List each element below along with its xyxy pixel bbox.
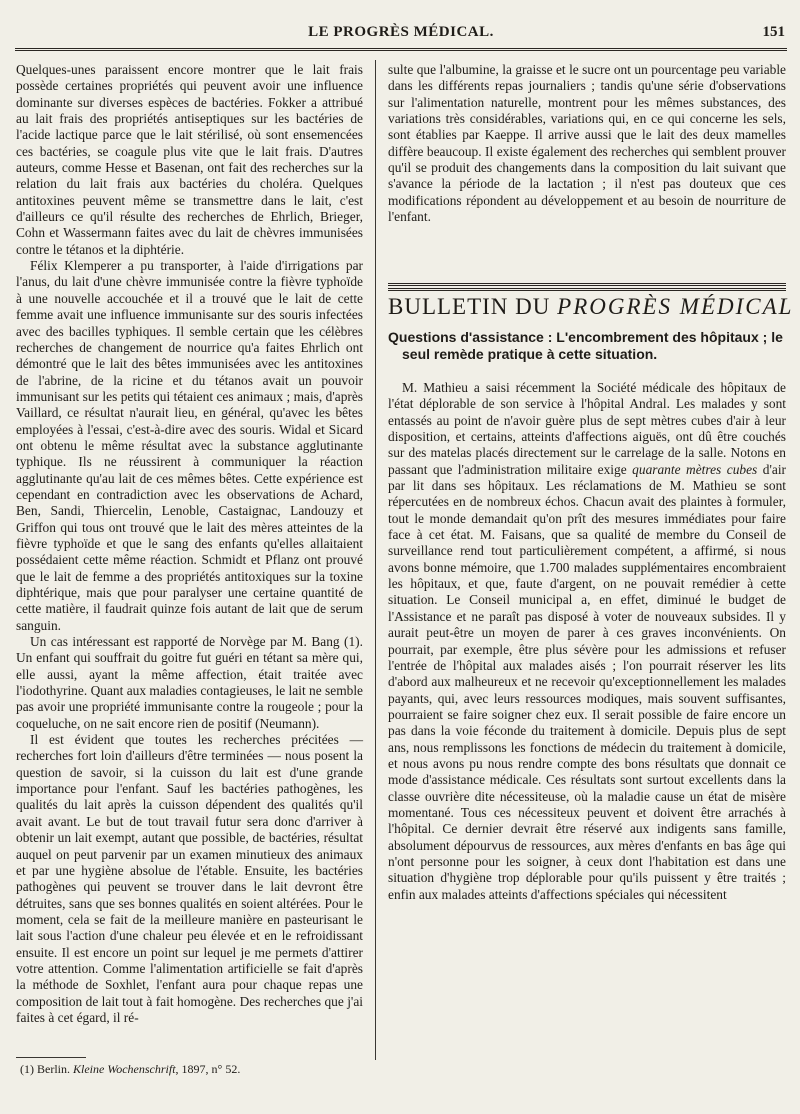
left-paragraph-1: Quelques-unes paraissent encore montrer que le lait frais possède certaines propriétés qui peuvent avoir une influence dominante sur diverses espèces de bactéries. Fokker a attribué au lait frais des propriétés antiseptiques sur les bactéries de l'acide lactique parce que le lait stérilisé, où sont ensemencées ces bactéries, se coagule plus vite que le lait frais. D'autres auteurs, comme Hesse et Basenan, ont fait des recherches sur la relation du lait frais aux bactéries du choléra. Quelques antitoxines peuvent même se transmettre dans le lait, c'est d'ailleurs ce qu'il résulte des recherches de Ehrlich, Brieger, Cohn et Wassermann faites avec du lait de chèvres immunisées contre le tétanos et la diphtérie. bbox=[16, 62, 363, 257]
left-column bbox=[16, 62, 363, 1026]
footnote-city: Berlin. bbox=[37, 1062, 70, 1076]
left-paragraph-3: Un cas intéressant est rapporté de Norvège par M. Bang (1). Un enfant qui souffrait du goitre fut guéri en tétant sa mère qui, elle aussi, ayant la même affection, était traitée avec l'iodothyrine. Quant aux maladies contagieuses, le lait ne semble pas avoir une propriété immunisante contre la rougeole ; pour la coqueluche, on ne sait encore rien de positif (Neumann). bbox=[16, 634, 363, 731]
article-emphasis: quarante mètres cubes bbox=[632, 461, 758, 477]
section-rule-lower bbox=[388, 288, 786, 291]
running-title: LE PROGRÈS MÉDICAL. bbox=[308, 24, 494, 40]
article-text-part-2: d'air par lit dans ses hôpitaux. Les réclamations de M. Mathieu se sont répercutées en de nombreux échos. Chacun avait des plaintes à formuler, tout le monde demandait qu'on prît des mesures immédiates pour faire face à cet état. M. Faisans, que sa qualité de membre du Conseil de surveillance rend tout particulièrement compétent, a affirmé, si nous avons bonne mémoire, que 1.700 malades supplémentaires encombraient les hôpitaux, et que, faute d'argent, on ne pouvait remédier à cette situation. Le Conseil municipal a, en effet, diminué le budget de l'Assistance et ne paraît pas disposé à voter de nouveaux subsides. Il y aurait peut-être un moyen de parer à ces graves inconvénients. On pourrait, par exemple, être plus sévère pour les admissions et refuser l'entrée de l'hôpital aux malades aisés ; l'on pourrait réserver les lits d'abord aux malheureux et ne recevoir qu'exceptionnellement les malades payants, qui, avec leurs ressources modiques, mais souvent suffisantes, pourraient se faire soigner chez eux. Il serait possible de faire encore un pas dans la voie féconde du traitement à domicile. Depuis plus de sept ans, nous remplissons les fonctions de médecin du traitement à domicile, et nous avons pu nous rendre compte des bons résultats que donnait ce mode d'assistance médicale. Ces résultats sont surtout excellents dans la classe ouvrière dite nécessiteuse, où la maladie cause un état de misère momentané. Tous ces nécessiteux peuvent et doivent être arrachés à l'hôpital. Ce dernier devrait être réservé aux indigents sans famille, absolument dépourvus de ressources, aux mères d'enfants en bas âge qui n'ont personne pour les soigner, à ceux dont l'habitation est dans une situation d'hygiène trop déplorable pour qu'ils puissent y être traités ; enfin aux malades atteints d'affections spéciales qui nécessitent bbox=[388, 461, 786, 902]
article-text-part-1: M. Mathieu a saisi récemment la Société médicale des hôpitaux de l'état déplorable de son service à l'hôpital Andral. Les malades y sont entassés au point de n'avoir guère plus de sept mètres cubes d'air à leur disposition, et certains, atteints d'affections aiguës, ont dû être couchés sur des matelas placés directement sur le carrelage de la salle. Notons en passant que l'administration militaire exige bbox=[388, 380, 786, 477]
page-header bbox=[15, 24, 787, 46]
footnote-marker: (1) bbox=[20, 1062, 34, 1076]
header-rule bbox=[15, 48, 787, 51]
footnote-rule bbox=[16, 1057, 86, 1058]
bulletin-prefix: BULLETIN DU bbox=[388, 294, 558, 319]
footnote bbox=[20, 1062, 365, 1076]
left-paragraph-2: Félix Klemperer a pu transporter, à l'aide d'irrigations par l'anus, du lait d'une chèvre immunisée contre la fièvre typhoïde à une nouvelle accouchée et il a trouvé que le lait de cette femme avait une influence immunisante sur des souris infectées avec des bacilles typhiques. Il semble certain que les célèbres recherches de changement de nourrice qu'a faites Ehrlich ont démontré que le lait des bêtes immunisées avec les antitoxines de l'abrine, de la ricine et du tétanos avait un pouvoir immunisant sur les petits qui tétaient ces animaux ; mais, d'après Vaillard, ce résultat n'aurait lieu, en général, qu'avec les bêtes employées à l'essai, c'est-à-dire avec des souris. Widal et Sicard ont obtenu le même résultat avec la substance agglutinante typhique. Ils ne réussirent à communiquer la réaction agglutinante qu'au lait de ces mêmes bêtes. Cette expérience est cependant en contradiction avec les observations de Achard, Ben, Sandi, Thiercelin, Lenoble, Castaignac, Landouzy et Griffon qui tous ont trouvé que le lait des mères atteintes de la fièvre typhoïde et que le sang des enfants qu'elles allaitaient possédaient cette même réaction. Schmidt et Pflanz ont prouvé que le lait de femme a des propriétés antitoxiques sur la toxine diphtérique, mais que pour paralyser une certaine quantité de cette matière, il faudrait quinze fois autant de lait que de serum sanguin. bbox=[16, 258, 363, 633]
footnote-issue: , 1897, n° 52. bbox=[175, 1062, 241, 1076]
right-column-article bbox=[388, 380, 786, 903]
page-number: 151 bbox=[762, 24, 785, 40]
article-paragraph-1 bbox=[388, 380, 786, 903]
section-rule-upper bbox=[388, 283, 786, 286]
footnote-journal: Kleine Wochenschrift bbox=[73, 1062, 176, 1076]
bulletin-heading bbox=[388, 294, 794, 320]
left-paragraph-4: Il est évident que toutes les recherches précitées — recherches fort loin d'ailleurs d'être terminées — nous posent la question de savoir, si la cuisson du lait est d'une grande importance pour l'enfant. Sauf les bactéries pathogènes, les qualités du lait après la cuisson dépendent des qualités qu'il avait avant. Le but de tout travail futur sera donc d'arriver à obtenir un lait exempt, autant que possible, de bactéries, résultat auquel on peut parvenir par un examen minutieux des animaux et par une hygiène absolue de l'étable. Ensuite, les bactéries pathogènes qui peuvent se trouver dans le lait devront être détruites, sans que ses bonnes qualités en soient altérées. Pour le moment, cela se fait de la meilleure manière en pasteurisant le lait sous l'action d'une chaleur peu élevée et en le refroidissant ensuite. Il est encore un point sur lequel je me permets d'attirer votre attention. Comme l'alimentation artificielle se fait d'après la méthode de Soxhlet, l'enfant aura pour chaque repas une composition de lait tout à fait homogène. Des recherches que j'ai faites à cet égard, il ré- bbox=[16, 732, 363, 1025]
column-divider bbox=[375, 60, 376, 1060]
bulletin-journal: PROGRÈS MÉDICAL bbox=[557, 294, 794, 319]
article-title: Questions d'assistance : L'encombrement des hôpitaux ; le seul remède pratique à cette situation. bbox=[388, 329, 783, 362]
right-column-top bbox=[388, 62, 786, 225]
right-paragraph-1: sulte que l'albumine, la graisse et le sucre ont un pourcentage peu variable dans les différents repas journaliers ; tandis qu'une série d'observations sur l'alimentation naturelle, montrent pour les mêmes substances, des variations très considérables, variations qui, en ce qui concerne les sels, sont établies par Kaeppe. Il arrive aussi que le lait des deux mamelles diffère beaucoup. Il existe également des recherches qui semblent prouver qu'il se produit des changements dans la composition du lait suivant que s'avance la période de la lactation ; il n'est pas douteux que ces modifications répondent au développement et au besoin de nourriture de l'enfant. bbox=[388, 62, 786, 225]
